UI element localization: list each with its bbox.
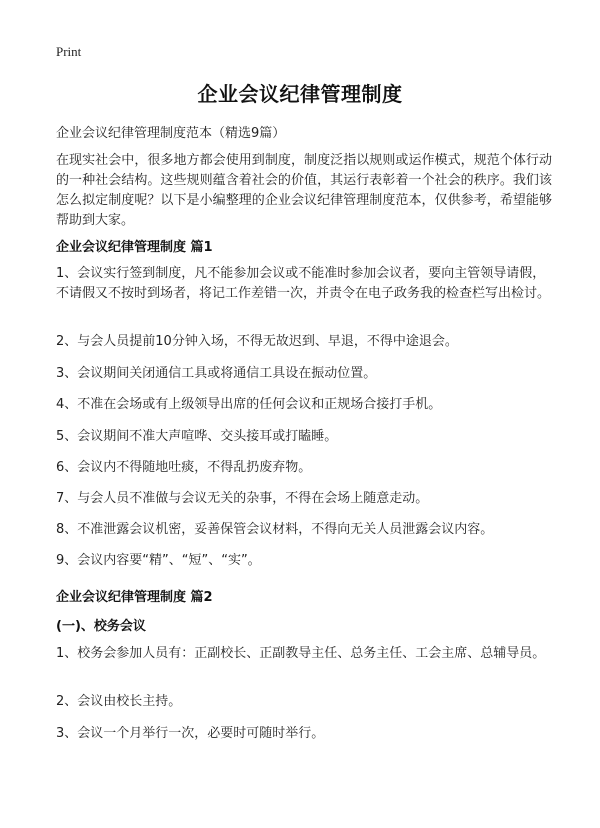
list-item: 5、会议期间不准大声喧哗、交头接耳或打瞌睡。 — [56, 429, 338, 444]
list-item: 1、会议实行签到制度，凡不能参加会议或不能准时参加会议者，要向主管领导请假，不请假又不按时到场者，将记工作差错一次，并责令在电子政务我的检查栏写出检讨。 — [56, 266, 551, 301]
list-item: 9、会议内容要“精”、“短”、“实”。 — [56, 553, 261, 568]
list-item: 2、会议由校长主持。 — [56, 694, 182, 709]
list-item: 8、不准泄露会议机密，妥善保管会议材料，不得向无关人员泄露会议内容。 — [56, 522, 494, 537]
list-item: 7、与会人员不准做与会议无关的杂事，不得在会场上随意走动。 — [56, 491, 429, 506]
list-item: 3、会议期间关闭通信工具或将通信工具设在振动位置。 — [56, 366, 377, 381]
list-item: 3、会议一个月举行一次，必要时可随时举行。 — [56, 726, 325, 741]
list-item: 4、不准在会场或有上级领导出席的任何会议和正规场合接打手机。 — [56, 397, 442, 412]
document-title: 企业会议纪律管理制度 — [197, 82, 403, 106]
list-item: 2、与会人员提前10分钟入场，不得无故迟到、早退，不得中途退会。 — [56, 334, 458, 349]
list-item: 6、会议内不得随地吐痰，不得乱扔废弃物。 — [56, 460, 312, 475]
section-subheading: (一)、校务会议 — [56, 619, 146, 634]
section-heading-2: 企业会议纪律管理制度 篇2 — [56, 590, 213, 605]
intro-paragraph: 在现实社会中，很多地方都会使用到制度，制度泛指以规则或运作模式，规范个体行动的一种社会结构。这些规则蕴含着社会的价值，其运行表彰着一个社会的秩序。我们该怎么拟定制度呢？以下是小编整理的企业会议纪律管理制度范本，仅供参考，希望能够帮助到大家。 — [56, 153, 552, 228]
list-item: 1、校务会参加人员有：正副校长、正副教导主任、总务主任、工会主席、总辅导员。 — [56, 646, 546, 661]
document-subtitle: 企业会议纪律管理制度范本（精选9篇） — [56, 126, 286, 141]
print-label: Print — [56, 44, 82, 59]
section-heading-1: 企业会议纪律管理制度 篇1 — [56, 240, 213, 255]
